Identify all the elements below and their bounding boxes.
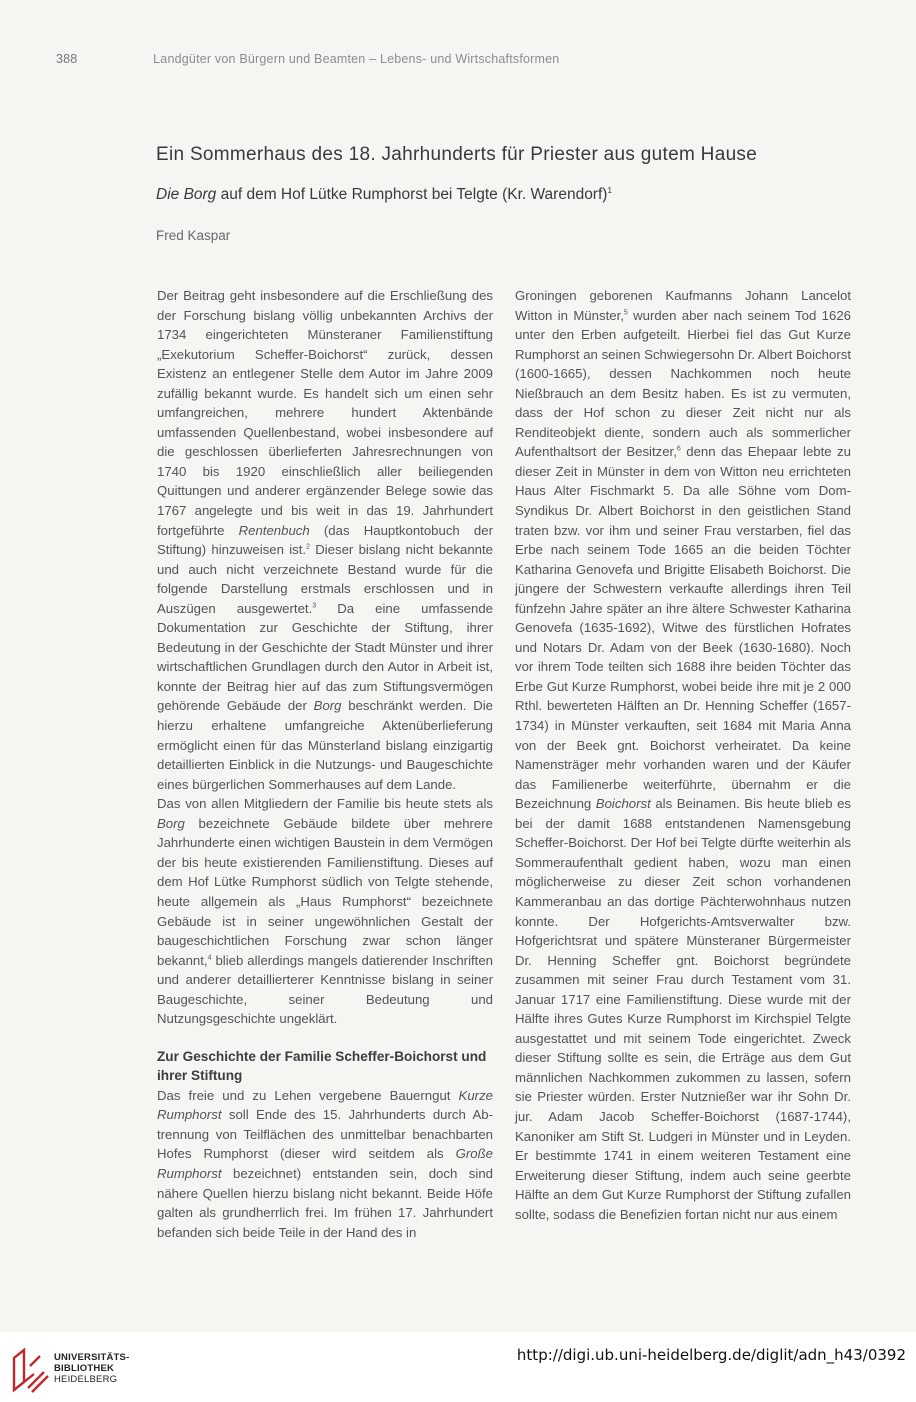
italic-run: Boichorst [595, 796, 651, 812]
text-run: beschränkt werden. Die hierzu erhaltene umfangreiche Aktenüberlieferung ermöglicht einen für das Münsterland bislang einzigartig detaillierten Einblick in die Nutzungs- und Baugeschichte eines bürgerlichen Sommerhauses auf dem Lande. [157, 698, 493, 792]
article-title: Ein Sommerhaus des 18. Jahrhunderts für Priester aus gutem Hause [156, 144, 758, 165]
text-run: Das von allen Mitgliedern der Familie bis heute stets als [157, 796, 493, 812]
permalink-url[interactable]: http://digi.ub.uni-heidelberg.de/diglit/adn_h43/0392 [516, 1346, 906, 1364]
running-header [56, 52, 559, 66]
footnote-ref: 6 [676, 445, 681, 453]
author: Fred Kaspar [156, 228, 231, 243]
text-run: bezeichnet) entstanden sein, doch sind nähere Quellen hierzu bislang nicht bekannt. Beide Höfe galten als grundherrlich frei. Im frühen 17. Jahrhundert befanden sich beide Teile in der Hand des in [157, 1165, 493, 1240]
library-name [54, 1352, 129, 1385]
text-run: Das freie und zu Lehen vergebene Bauerngut [157, 1087, 459, 1103]
footnote-ref: 3 [312, 602, 317, 610]
text-run: Groningen geborenen Kaufmanns Johann Lancelot Witton in Münster, [515, 288, 851, 323]
paragraph [515, 286, 851, 1224]
paragraph [157, 1086, 493, 1242]
text-run: soll Ende des 15. Jahrhunderts durch Abtrennung von Teilflächen des unmittelbar benachbarten Hofes Rumphorst (dieser wird seitdem als [157, 1107, 493, 1162]
footnote-ref: 4 [207, 954, 212, 962]
article-subtitle [156, 186, 856, 204]
footnote-ref: 5 [623, 309, 628, 317]
section-heading: Zur Geschichte der Familie Scheffer-Boichorst und ihrer Stiftung [157, 1048, 487, 1084]
footnote-ref: 2 [306, 543, 310, 551]
italic-run: Kurze Rumphorst [157, 1087, 493, 1123]
text-run: (das Hauptkontobuch der Stiftung) hinzuweisen ist. [157, 522, 493, 558]
text-run: blieb allerdings mangels datierender Inschriften und anderer detaillierterer Kenntnisse bislang in seiner Baugeschichte, seiner Bedeutung und Nutzungsgeschichte ungeklärt. [157, 952, 493, 1027]
italic-run: Rentenbuch [238, 522, 310, 538]
library-logo-icon [10, 1346, 50, 1394]
library-name-line: HEIDELBERG [54, 1374, 118, 1385]
text-run: denn das Ehepaar lebte zu dieser Zeit in Münster in dem von Witton neu errichteten Haus Alter Fischmarkt 5. Da alle Söhne vom Dom-Syndikus Dr. Albert Boichorst in den geistlichen Stand traten bzw. vor ihm und seiner Frau verstarben, fiel das Erbe nach seinem Tode 1665 an die beiden Töchter Katharina Genovefa und Brigitte Elisabeth Boichorst. Die jüngere der Schwestern verkaufte allerdings ihren Teil fünfzehn Jahre später an ihre ältere Schwester Katharina Genovefa (1635-1692), Witwe des fürstlichen Hofrates und Notars Dr. Adam von der Beek (1630-1680). Noch vor ihrem Tode teilten sich 1688 ihre beiden Töchter das Erbe Gut Kurze Rumphorst, wobei beide ihre mit je 2 000 Rthl. bewerteten Hälften an Dr. Henning Scheffer (1657-1734) in Münster verkauften, seit 1684 mit Maria Anna von der Beek gnt. Boichorst verheiratet. Da keine Namensträger mehr vorhanden waren und der Käufer das Familienerbe weiterführte, übernahm er die Bezeichnung [515, 444, 851, 812]
text-run: Dieser bislang nicht bekannte und auch nicht verzeichnete Bestand wurde für die folgende Darstellung erstmals erschlossen und in Auszügen ausgewertet. [157, 542, 493, 616]
page-number: 388 [56, 52, 78, 66]
text-run: als Beinamen. Bis heute blieb es bei der damit 1688 entstandenen Namensgebung Scheffer-Boichorst. Der Hof bei Telgte dürfte weiterhin als Sommeraufenthalt gedient haben, wozu man einen möglicherweise zu dieser Zeit schon vorhandenen Kammeranbau an das dortige Pächterwohnhaus nutzen konnte. Der Hofgerichts-Amtsverwalter bzw. Hofgerichtsrat und spätere Münsteraner Bürgermeister Dr. Henning Scheffer gnt. Boichorst begründete zusammen mit seiner Frau durch Testament vom 31. Januar 1717 eine Familienstiftung. Diese wurde mit der Hälfte ihres Gutes Kurze Rumphorst im Kirchspiel Telgte ausgestattet und mit seinem Tode eingerichtet. Zweck dieser Stiftung sollte es sein, die Erträge aus dem Gut männlichen Nachkommen zukommen zu lassen, sofern sie Priester würden. Erster Nutznießer war ihr Sohn Dr. jur. Adam Jacob Scheffer-Boichorst (1687-1744), Kanoniker am Stift St. Ludgeri in Münster und in Leyden. Er bestimmte 1741 in einem weiteren Testament eine Erweiterung dieser Stiftung, indem auch seine geerbte Hälfte an dem Gut Kurze Rumphorst der Stiftung zufallen sollte, sodass die Benefizien fortan nicht nur aus einem [515, 796, 852, 1222]
text-run: Der Beitrag geht insbesondere auf die Erschließung des der Forschung bislang völlig unbekannten Archivs der 1734 eingerichteten Münsteraner Familienstiftung „Exekutorium Scheffer-Boichorst“ zurück, dessen Existenz an entlegener Stelle dem Autor im Jahre 2009 zufällig bekannt wurde. Es handelt sich um einen sehr umfangreichen, mehrere hundert Aktenbände umfassenden Quellenbestand, wobei insbesondere auf die geschlossen überlieferten Jahresrechnungen von 1740 bis 1920 einschließlich aller beiliegenden Quittungen und anderer ergänzender Belege sowie das 1767 angelegte und bis weit in das 19. Jahrhundert fortgeführte [157, 288, 493, 538]
text-run: Da eine umfassende Dokumentation zur Geschichte der Stiftung, ihrer Bedeutung in der Geschichte der Stadt Münster und ihrer wirtschaftlichen Grundlagen durch den Autor in Arbeit ist, konnte der Beitrag hier auf das zum Stiftungsvermögen gehörende Gebäude der [157, 600, 494, 714]
italic-run: Große Rumphorst [157, 1146, 493, 1181]
right-column [515, 286, 851, 1224]
library-name-line: UNIVERSITÄTS- [54, 1352, 130, 1363]
left-column [157, 286, 493, 1242]
footnote-ref: 1 [607, 186, 612, 195]
italic-run: Borg [157, 815, 185, 831]
paragraph [157, 286, 493, 794]
paragraph [157, 794, 493, 1029]
running-title: Landgüter von Bürgern und Beamten – Lebens- und Wirtschaftsformen [153, 52, 560, 66]
italic-run: Borg [313, 698, 342, 714]
text-run: bezeichnete Gebäude bildete über mehrere Jahrhunderte einen wichtigen Baustein in dem Vermögen der bis heute existierenden Familienstiftung. Dieses auf dem Hof Lütke Rumphorst südlich von Telgte stehende, heute allgemein als „Haus Rumphorst“ bezeichnete Gebäude ist in seiner ungewöhnlichen Gestalt der baugeschichtlichen Forschung zwar schon länger bekannt, [157, 815, 493, 968]
subtitle-italic: Die Borg [156, 186, 217, 204]
text-run: wurden aber nach seinem Tod 1626 unter den Erben aufgeteilt. Hierbei fiel das Gut Kurze Rumphorst an seinen Schwiegersohn Dr. Albert Boichorst (1600-1665), dessen Nachkommen noch heute Nießbrauch an dem Besitz haben. Es ist zu vermuten, dass der Hof schon zu dieser Zeit nicht nur als Renditeobjekt diente, sondern auch als sommerlicher Aufenthaltsort der Besitzer, [515, 307, 851, 460]
library-name-line: BIBLIOTHEK [54, 1363, 115, 1374]
subtitle-text: auf dem Hof Lütke Rumphorst bei Telgte (Kr. Warendorf) [216, 186, 608, 204]
viewer-footer [0, 1332, 916, 1402]
